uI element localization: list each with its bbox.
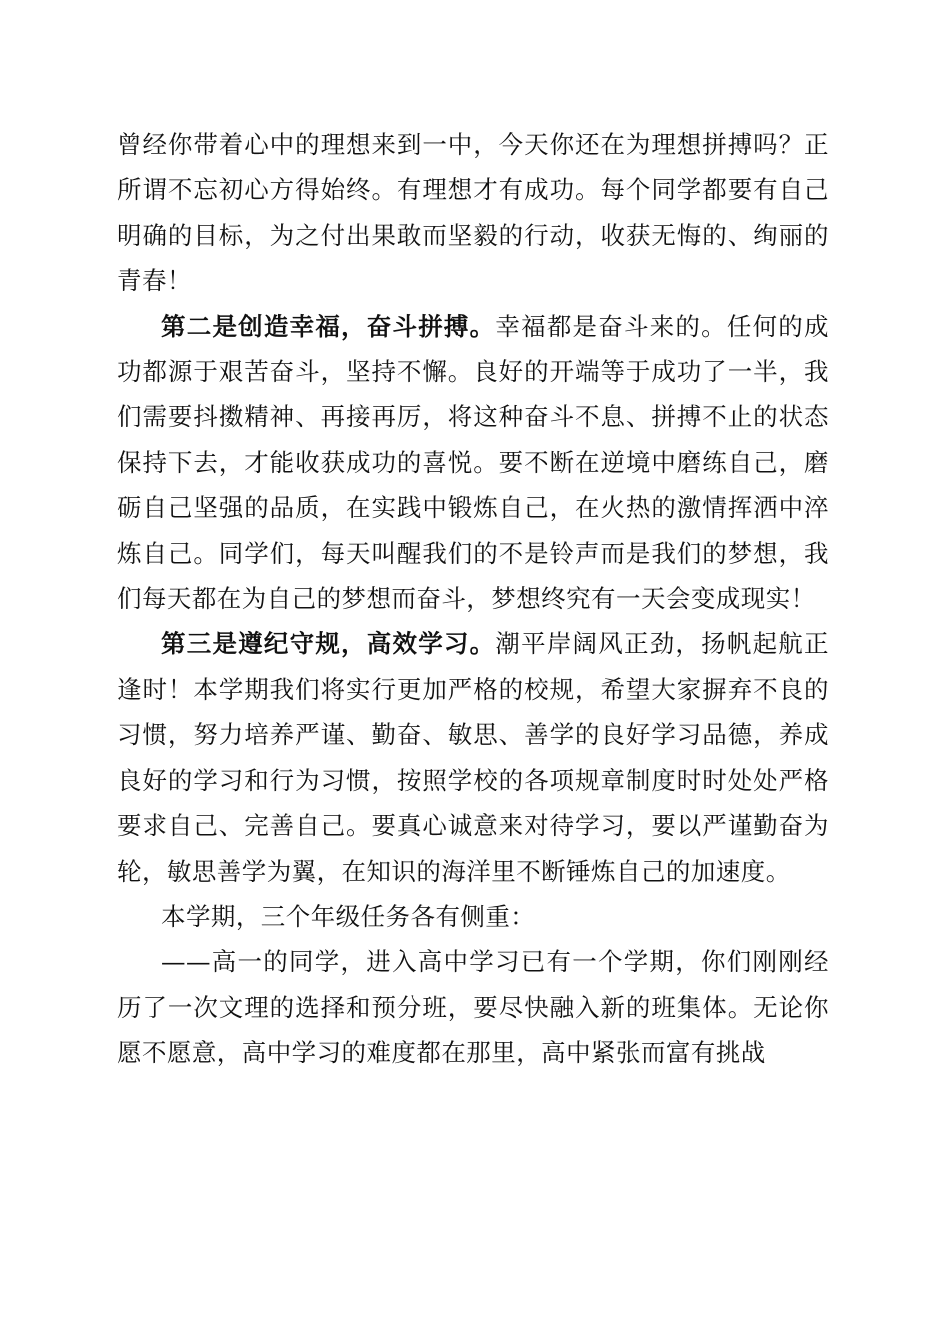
paragraph-text: 本学期，三个年级任务各有侧重： — [161, 901, 536, 931]
paragraph-text: ——高一的同学，进入高中学习已有一个学期，你们刚刚经历了一次文理的选择和预分班，要尽快融入新的班集体。无论你愿不愿意，高中学习的难度都在那里，高中紧张而富有挑战 — [117, 947, 829, 1068]
paragraph-discipline — [117, 621, 829, 893]
paragraph-lead: 第三是遵纪守规，高效学习。 — [161, 629, 496, 659]
paragraph-text: 潮平岸阔风正劲，扬帆起航正逢时！本学期我们将实行更加严格的校规，希望大家摒弃不良的习惯，努力培养严谨、勤奋、敏思、善学的良好学习品德，养成良好的学习和行为习惯，按照学校的各项规章制度时时处处严格要求自己、完善自己。要真心诚意来对待学习，要以严谨勤奋为轮，敏思善学为翼，在知识的海洋里不断锤炼自己的加速度。 — [117, 629, 829, 886]
document-body — [117, 122, 829, 1076]
paragraph-grade-tasks — [117, 894, 829, 939]
paragraph-grade-one — [117, 939, 829, 1075]
paragraph-text: 幸福都是奋斗来的。任何的成功都源于艰苦奋斗，坚持不懈。良好的开端等于成功了一半，我们需要抖擞精神、再接再厉，将这种奋斗不息、拼搏不止的状态保持下去，才能收获成功的喜悦。要不断在逆境中磨练自己，磨砺自己坚强的品质，在实践中锻炼自己，在火热的激情挥洒中淬炼自己。同学们，每天叫醒我们的不是铃声而是我们的梦想，我们每天都在为自己的梦想而奋斗，梦想终究有一天会变成现实！ — [117, 311, 829, 614]
paragraph-lead: 第二是创造幸福，奋斗拼搏。 — [161, 311, 496, 341]
paragraph-ideals — [117, 122, 829, 304]
paragraph-text: 曾经你带着心中的理想来到一中，今天你还在为理想拼搏吗？正所谓不忘初心方得始终。有理想才有成功。每个同学都要有自己明确的目标，为之付出果敢而坚毅的行动，收获无悔的、绚丽的青春！ — [117, 130, 829, 296]
paragraph-happiness — [117, 304, 829, 622]
